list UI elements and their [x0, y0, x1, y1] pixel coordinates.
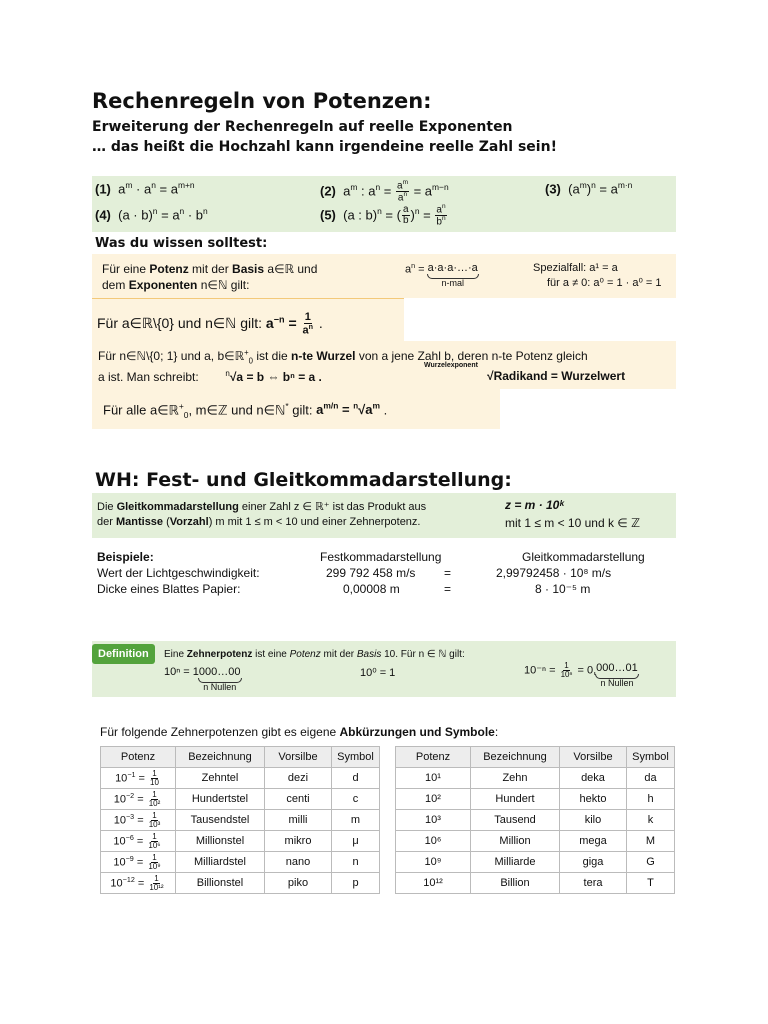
cell-potenz: 10¹² — [396, 873, 471, 894]
rule-5-label: (5) — [320, 207, 336, 223]
cell-potenz: $10^{-12}$ = $\frac{1}{\text{10¹²}}$ — [101, 873, 176, 894]
cell-symbol: c — [332, 789, 380, 810]
cell-potenz: 10¹ — [396, 768, 471, 789]
page-title: Rechenregeln von Potenzen: — [92, 89, 432, 113]
cell-vorsilbe: mega — [560, 831, 627, 852]
cell-potenz: 10² — [396, 789, 471, 810]
special-case-1: Spezialfall: a¹ = a — [533, 262, 618, 274]
table-negative-powers — [100, 746, 380, 894]
rule-3-label: (3) — [545, 181, 561, 197]
cell-potenz: 10⁶ — [396, 831, 471, 852]
th-bezeichnung: Bezeichnung — [471, 747, 560, 768]
gleit-formula: z = m · 10ᵏ — [505, 498, 564, 512]
rule-2-label: (2) — [320, 183, 336, 199]
zehnerpotenz-negative: 10⁻ⁿ = $\frac{1}{\text{10ⁿ}}$ = 0, 000…01 n Nullen — [524, 661, 638, 688]
cell-vorsilbe: hekto — [560, 789, 627, 810]
cell-vorsilbe: kilo — [560, 810, 627, 831]
cell-potenz: $10^{-1}$ = $\frac{1}{10}$ — [101, 768, 176, 789]
rule-5: (5) (a : b)$^n$ = ( $\frac{a}{b}$ )$^n$ = $\frac{a^n}{b^n}$ — [320, 203, 446, 228]
special-case-2: für a ≠ 0: a⁰ = 1 · a⁰ = 1 — [547, 277, 662, 289]
beispiel-row-eq: = — [444, 566, 452, 580]
cell-bezeichnung: Millionstel — [176, 831, 265, 852]
gleit-line2: der Mantisse (Vorzahl) m mit 1 ≤ m < 10 und einer Zehnerpotenz. — [97, 516, 421, 528]
cell-bezeichnung: Zehntel — [176, 768, 265, 789]
cell-bezeichnung: Hundertstel — [176, 789, 265, 810]
table-row — [101, 873, 380, 894]
col-gleit-header: Gleitkommadarstellung — [522, 550, 645, 564]
rule-4: (4) $(a \cdot b)^n = a^n \cdot b^n$ — [95, 206, 208, 223]
cell-vorsilbe: deka — [560, 768, 627, 789]
th-vorsilbe: Vorsilbe — [560, 747, 627, 768]
potenz-def-line1: Für eine Potenz mit der Basis a∈ℝ und — [102, 262, 318, 276]
table-row — [396, 852, 675, 873]
beispiel-row-label: Wert der Lichtgeschwindigkeit: — [97, 566, 260, 580]
table-row — [396, 768, 675, 789]
th-vorsilbe: Vorsilbe — [265, 747, 332, 768]
table-row — [396, 789, 675, 810]
wurzel-line2: a ist. Man schreibt: $^n$√a = b ⇔ bⁿ = a . — [98, 369, 322, 384]
cell-bezeichnung: Zehn — [471, 768, 560, 789]
col-fest-header: Festkommadarstellung — [320, 550, 442, 564]
th-symbol: Symbol — [627, 747, 675, 768]
rule-1: (1) $a^m \cdot a^n = a^{m+n}$ — [95, 180, 195, 197]
cell-vorsilbe: giga — [560, 852, 627, 873]
potenz-def-line2: dem Exponenten n∈ℕ gilt: — [102, 278, 250, 292]
cell-potenz: $10^{-2}$ = $\frac{1}{\text{10²}}$ — [101, 789, 176, 810]
cell-potenz: $10^{-9}$ = $\frac{1}{\text{10⁹}}$ — [101, 852, 176, 873]
rule-4-label: (4) — [95, 207, 111, 223]
cell-vorsilbe: nano — [265, 852, 332, 873]
beispiel-row-gleit: 8 · 10⁻⁵ m — [535, 582, 591, 596]
wurzel-line1: Für n∈ℕ\{0; 1} und a, b∈ℝ+$_0$ ist die n-te Wurzel von a jene Zahl b, deren n-te Potenz gleich — [98, 348, 588, 366]
beispiel-row-label: Dicke eines Blattes Papier: — [97, 582, 241, 596]
zehnerpotenz-zero: 10⁰ = 1 — [360, 667, 396, 679]
th-potenz: Potenz — [101, 747, 176, 768]
cell-bezeichnung: Milliarde — [471, 852, 560, 873]
beispiel-row-eq: = — [444, 582, 452, 596]
table-row — [101, 810, 380, 831]
cell-bezeichnung: Billionstel — [176, 873, 265, 894]
table-row — [101, 789, 380, 810]
rule-1-label: (1) — [95, 181, 111, 197]
cell-symbol: G — [627, 852, 675, 873]
cell-potenz: $10^{-3}$ = $\frac{1}{\text{10³}}$ — [101, 810, 176, 831]
cell-bezeichnung: Tausend — [471, 810, 560, 831]
cell-symbol: T — [627, 873, 675, 894]
table-row — [101, 831, 380, 852]
cell-bezeichnung: Million — [471, 831, 560, 852]
table-row — [101, 768, 380, 789]
table-positive-powers — [395, 746, 675, 894]
th-potenz: Potenz — [396, 747, 471, 768]
beispiel-row-fest: 299 792 458 m/s — [326, 566, 416, 580]
cell-vorsilbe: piko — [265, 873, 332, 894]
cell-vorsilbe: mikro — [265, 831, 332, 852]
gleit-condition: mit 1 ≤ m < 10 und k ∈ ℤ — [505, 516, 641, 530]
cell-bezeichnung: Tausendstel — [176, 810, 265, 831]
cell-symbol: μ — [332, 831, 380, 852]
table-row — [396, 810, 675, 831]
zehnerpotenz-positive: 10ⁿ = 1 000…00 n Nullen — [164, 666, 241, 692]
th-bezeichnung: Bezeichnung — [176, 747, 265, 768]
cell-potenz: 10⁹ — [396, 852, 471, 873]
subtitle-2: … das heißt die Hochzahl kann irgendeine reelle Zahl sein! — [92, 139, 557, 155]
definition-text: Eine Zehnerpotenz ist eine Potenz mit der Basis 10. Für n ∈ ℕ gilt: — [164, 649, 465, 660]
cell-symbol: k — [627, 810, 675, 831]
table-row — [101, 852, 380, 873]
definition-badge: Definition — [92, 644, 155, 664]
cell-symbol: n — [332, 852, 380, 873]
cell-vorsilbe: milli — [265, 810, 332, 831]
wurzel-radikand: √Radikand = Wurzelwert — [487, 369, 626, 383]
cell-potenz: $10^{-6}$ = $\frac{1}{\text{10⁶}}$ — [101, 831, 176, 852]
cell-symbol: M — [627, 831, 675, 852]
cell-vorsilbe: tera — [560, 873, 627, 894]
cell-bezeichnung: Milliardstel — [176, 852, 265, 873]
cell-symbol: d — [332, 768, 380, 789]
cell-bezeichnung: Billion — [471, 873, 560, 894]
cell-symbol: m — [332, 810, 380, 831]
subtitle-1: Erweiterung der Rechenregeln auf reelle Exponenten — [92, 119, 513, 135]
wissen-heading: Was du wissen solltest: — [95, 236, 268, 251]
table-row — [396, 831, 675, 852]
th-symbol: Symbol — [332, 747, 380, 768]
beispiel-row-gleit: 2,99792458 · 10⁸ m/s — [496, 566, 612, 580]
beispiel-row-fest: 0,00008 m — [343, 582, 400, 596]
cell-potenz: 10³ — [396, 810, 471, 831]
cell-vorsilbe: dezi — [265, 768, 332, 789]
rule-2: (2) $a^m$ : $a^n$ = $\frac{a^m}{a^n}$ = $a^{m-n}$ — [320, 179, 449, 204]
beispiele-heading: Beispiele: — [97, 550, 154, 564]
gleit-line1: Die Gleitkommadarstellung einer Zahl z ∈ ℝ⁺ ist das Produkt aus — [97, 501, 427, 513]
wh-heading: WH: Fest- und Gleitkommadarstellung: — [95, 469, 512, 491]
wurzel-exponent-label: Wurzelexponent — [424, 362, 478, 369]
rational-exp-rule: Für alle a∈ℝ+$_0$, m∈ℤ und n∈ℕ* gilt: $a^{m/n} = ^n√a^m$ . — [103, 401, 388, 420]
cell-bezeichnung: Hundert — [471, 789, 560, 810]
cell-symbol: da — [627, 768, 675, 789]
rule-3: (3) $(a^m)^n = a^{m\cdot n}$ — [545, 180, 633, 197]
table-row — [396, 873, 675, 894]
cell-symbol: p — [332, 873, 380, 894]
cell-vorsilbe: centi — [265, 789, 332, 810]
cell-symbol: h — [627, 789, 675, 810]
abkuerzungen-intro: Für folgende Zehnerpotenzen gibt es eigene Abkürzungen und Symbole: — [100, 725, 499, 739]
neg-exp-rule: Für a∈ℝ\{0} und n∈ℕ gilt: $a^{-n}$ = $\frac{1}{a^n}$ . — [97, 311, 323, 337]
an-definition: $a^n$ = a·a·a·…·a n-mal — [405, 262, 478, 288]
